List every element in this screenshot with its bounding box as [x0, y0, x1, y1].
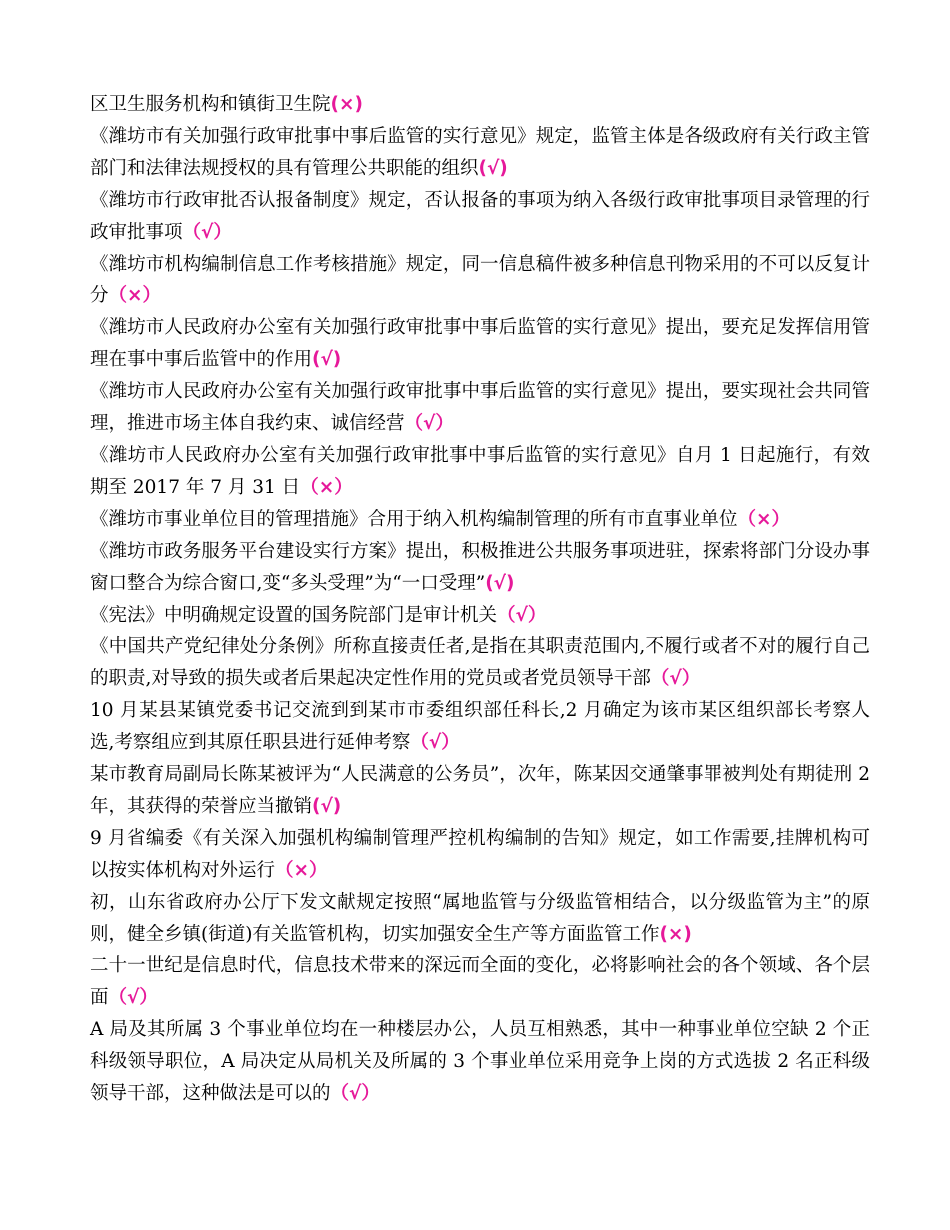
answer-correct-mark: （√）	[404, 413, 454, 435]
answer-wrong-mark: (×)	[330, 94, 363, 115]
question-item	[90, 249, 870, 313]
question-item	[90, 631, 870, 695]
question-text: 10 月某县某镇党委书记交流到到某市市委组织部任科长,2 月确定为该市某区组织部长考察人选,考察组应到其原任职县进行延伸考察	[90, 700, 870, 754]
question-item	[90, 950, 870, 1014]
question-item	[90, 759, 870, 823]
answer-correct-mark: （√）	[182, 221, 232, 243]
question-item	[90, 376, 870, 440]
question-text: A 局及其所属 3 个事业单位均在一种楼层办公，人员互相熟悉，其中一种事业单位空缺 2 个正科级领导职位，A 局决定从局机关及所属的 3 个事业单位采用竞争上岗的方式选拔 2 名正科级领导干部，这种做法是可以的	[90, 1019, 870, 1105]
question-text: 《中国共产党纪律处分条例》所称直接责任者,是指在其职责范围内,不履行或者不对的履行自己的职责,对导致的损失或者后果起决定性作用的党员或者党员领导干部	[90, 636, 870, 690]
question-item	[90, 887, 870, 951]
question-text: 《潍坊市行政审批否认报备制度》规定，否认报备的事项为纳入各级行政审批事项目录管理的行政审批事项	[90, 189, 870, 243]
question-text: 《潍坊市人民政府办公室有关加强行政审批事中事后监管的实行意见》自月 1 日起施行，有效期至 2017 年 7 月 31 日	[90, 444, 870, 498]
question-text: 《潍坊市政务服务平台建设实行方案》提出，积极推进公共服务事项进驻，探索将部门分设办事窗口整合为综合窗口,变“多头受理”为“一口受理”	[90, 540, 870, 594]
question-text: 9 月省编委《有关深入加强机构编制管理严控机构编制的告知》规定，如工作需要,挂牌机构可以按实体机构对外运行	[90, 827, 870, 881]
question-item	[90, 121, 870, 185]
answer-wrong-mark: （×）	[300, 476, 353, 498]
question-item	[90, 536, 870, 600]
answer-correct-mark: （√）	[497, 604, 547, 626]
question-text: 《潍坊市人民政府办公室有关加强行政审批事中事后监管的实行意见》提出，要充足发挥信用管理在事中事后监管中的作用	[90, 317, 870, 371]
question-text: 《潍坊市有关加强行政审批事中事后监管的实行意见》规定，监管主体是各级政府有关行政主管部门和法律法规授权的具有管理公共职能的组织	[90, 125, 870, 179]
question-text: 初，山东省政府办公厅下发文献规定按照“属地监管与分级监管相结合，以分级监管为主”的原则，健全乡镇(街道)有关监管机构，切实加强安全生产等方面监管工作	[90, 891, 870, 945]
answer-wrong-mark: （×）	[275, 859, 328, 881]
question-item	[90, 695, 870, 759]
question-text: 《潍坊市人民政府办公室有关加强行政审批事中事后监管的实行意见》提出，要实现社会共同管理，推进市场主体自我约束、诚信经营	[90, 381, 870, 435]
question-text: 区卫生服务机构和镇街卫生院	[90, 94, 331, 115]
answer-wrong-mark: （×）	[737, 508, 791, 530]
answer-correct-mark: （√）	[650, 668, 701, 690]
question-text: 《潍坊市机构编制信息工作考核措施》规定，同一信息稿件被多种信息刊物采用的不可以反复计分	[90, 253, 870, 307]
answer-correct-mark: (√)	[485, 572, 515, 594]
answer-correct-mark: （√）	[410, 732, 460, 754]
answer-wrong-mark: （×）	[108, 285, 162, 307]
answer-correct-mark: (√)	[478, 157, 508, 179]
answer-correct-mark: （√）	[108, 987, 158, 1009]
question-item	[90, 823, 870, 887]
true-false-question-list	[90, 89, 870, 1110]
question-text: 某市教育局副局长陈某被评为“人民满意的公务员”，次年，陈某因交通肇事罪被判处有期徒刑 2 年，其获得的荣誉应当撤销	[90, 764, 870, 817]
answer-wrong-mark: (×)	[659, 923, 692, 945]
question-item	[90, 185, 870, 249]
answer-correct-mark: （√）	[330, 1083, 380, 1105]
question-item	[90, 504, 870, 536]
question-item	[90, 1014, 870, 1110]
question-item	[90, 440, 870, 504]
answer-correct-mark: (√)	[312, 349, 342, 371]
question-item	[90, 312, 870, 376]
question-text: 《宪法》中明确规定设置的国务院部门是审计机关	[90, 604, 498, 626]
answer-correct-mark: (√)	[312, 795, 342, 817]
question-text: 《潍坊市事业单位目的管理措施》合用于纳入机构编制管理的所有市直事业单位	[90, 508, 738, 530]
question-text: 二十一世纪是信息时代，信息技术带来的深远而全面的变化，必将影响社会的各个领域、各个层面	[90, 955, 870, 1009]
question-item	[90, 89, 870, 121]
question-item	[90, 600, 870, 632]
